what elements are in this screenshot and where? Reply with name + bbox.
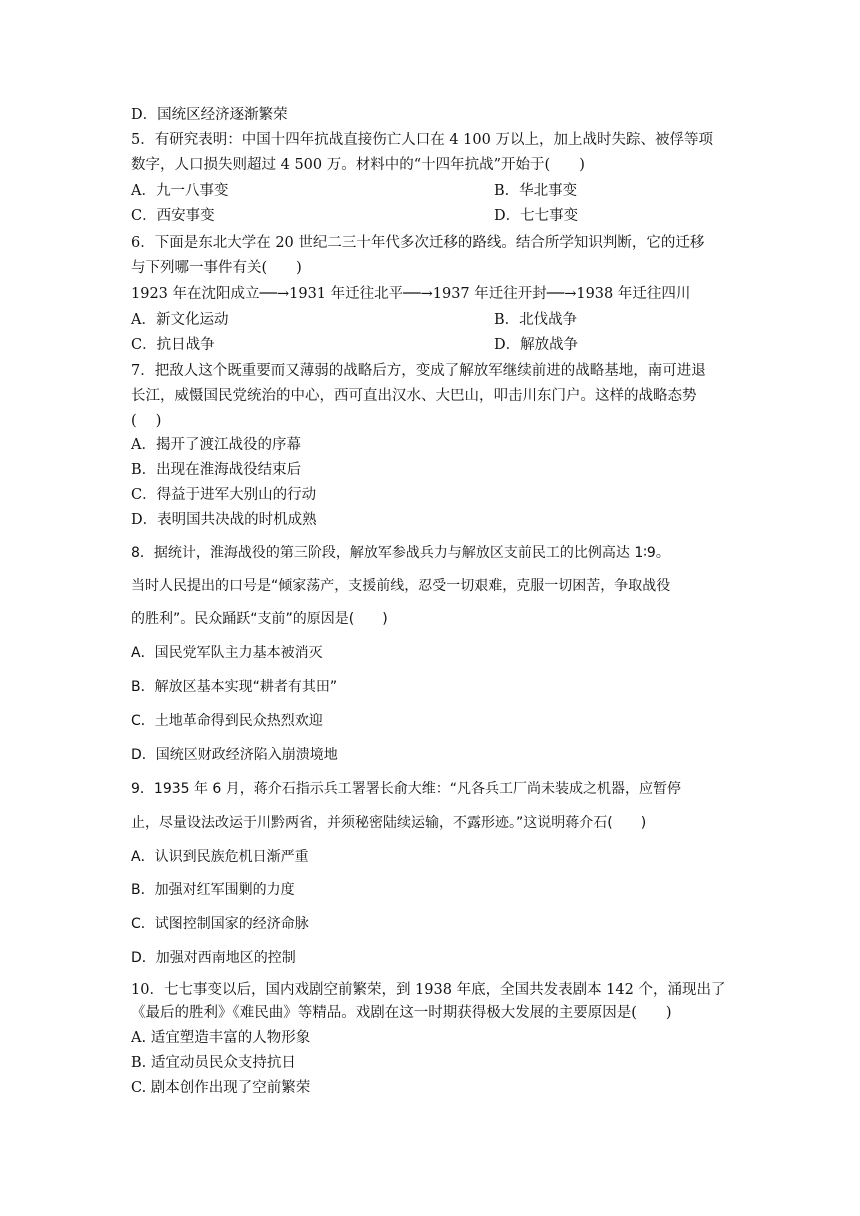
q5-option-b: B．华北事变 (494, 183, 578, 199)
q6-stem-line-2: 与下列哪一事件有关( ) (131, 260, 302, 276)
q7-option-c: C．得益于进军大别山的行动 (131, 487, 317, 503)
q8-stem-line-2: 当时人民提出的口号是“倾家荡产，支援前线，忍受一切艰难，克服一切困苦，争取战役 (131, 578, 671, 594)
q10-option-c: C. 剧本创作出现了空前繁荣 (131, 1080, 311, 1096)
q7-option-a: A．揭开了渡江战役的序幕 (131, 437, 301, 453)
q10-option-b: B. 适宜动员民众支持抗日 (131, 1055, 296, 1071)
q9-stem-line-2: 止，尽量设法改运于川黔两省，并须秘密陆续运输，不露形迹。”这说明蒋介石( ) (131, 815, 647, 831)
q6-option-a: A．新文化运动 (131, 312, 229, 328)
q9-option-b: B．加强对红军围剿的力度 (131, 882, 295, 898)
q6-stem-line-1: 6．下面是东北大学在 20 世纪二三十年代多次迁移的路线。结合所学知识判断，它的迁移 (131, 235, 705, 251)
q6-option-c: C．抗日战争 (131, 337, 215, 353)
q4-option-d: D．国统区经济逐渐繁荣 (131, 107, 288, 123)
q7-stem-line-3: ( ) (131, 413, 162, 429)
q6-route-line: 1923 年在沈阳成立──→1931 年迁往北平──→1937 年迁往开封──→1938 年迁往四川 (131, 286, 691, 302)
q7-option-d: D．表明国共决战的时机成熟 (131, 512, 317, 528)
q10-option-a: A. 适宜塑造丰富的人物形象 (131, 1030, 311, 1046)
q10-stem-line-2: 《最后的胜利》《难民曲》等精品。戏剧在这一时期获得极大发展的主要原因是( ) (131, 1005, 672, 1021)
q9-option-c: C．试图控制国家的经济命脉 (131, 916, 309, 932)
q7-option-b: B．出现在淮海战役结束后 (131, 462, 302, 478)
q6-option-d: D．解放战争 (494, 337, 579, 353)
q9-option-a: A．认识到民族危机日渐严重 (131, 849, 309, 865)
q8-stem-line-3: 的胜利”。民众踊跃“支前”的原因是( ) (131, 611, 388, 627)
q5-option-a: A．九一八事变 (131, 183, 229, 199)
q10-stem-line-1: 10．七七事变以后，国内戏剧空前繁荣，到 1938 年底，全国共发表剧本 142 个，涌现出了 (131, 982, 726, 998)
q8-stem-line-1: 8．据统计，淮海战役的第三阶段，解放军参战兵力与解放区支前民工的比例高达 1∶9。 (131, 545, 670, 561)
q6-option-b: B．北伐战争 (494, 312, 578, 328)
q9-stem-line-1: 9．1935 年 6 月，蒋介石指示兵工署署长俞大维：“凡各兵工厂尚未装成之机器，应暂停 (131, 781, 682, 797)
q5-option-c: C．西安事变 (131, 208, 215, 224)
q5-stem-line-2: 数字，人口损失则超过 4 500 万。材料中的“十四年抗战”开始于( ) (131, 157, 585, 173)
q7-stem-line-2: 长江，威慑国民党统治的中心，西可直出汉水、大巴山，叩击川东门户。这样的战略态势 (131, 388, 697, 404)
q8-option-d: D．国统区财政经济陷入崩溃境地 (131, 747, 338, 763)
q8-option-c: C．土地革命得到民众热烈欢迎 (131, 713, 323, 729)
q5-option-d: D．七七事变 (494, 208, 579, 224)
q9-option-d: D．加强对西南地区的控制 (131, 950, 296, 966)
q8-option-a: A．国民党军队主力基本被消灭 (131, 645, 323, 661)
q7-stem-line-1: 7．把敌人这个既重要而又薄弱的战略后方，变成了解放军继续前进的战略基地，南可进退 (131, 363, 706, 379)
q5-stem-line-1: 5．有研究表明：中国十四年抗战直接伤亡人口在 4 100 万以上，加上战时失踪、被俘等项 (131, 132, 713, 148)
q8-option-b: B．解放区基本实现“耕者有其田” (131, 679, 338, 695)
